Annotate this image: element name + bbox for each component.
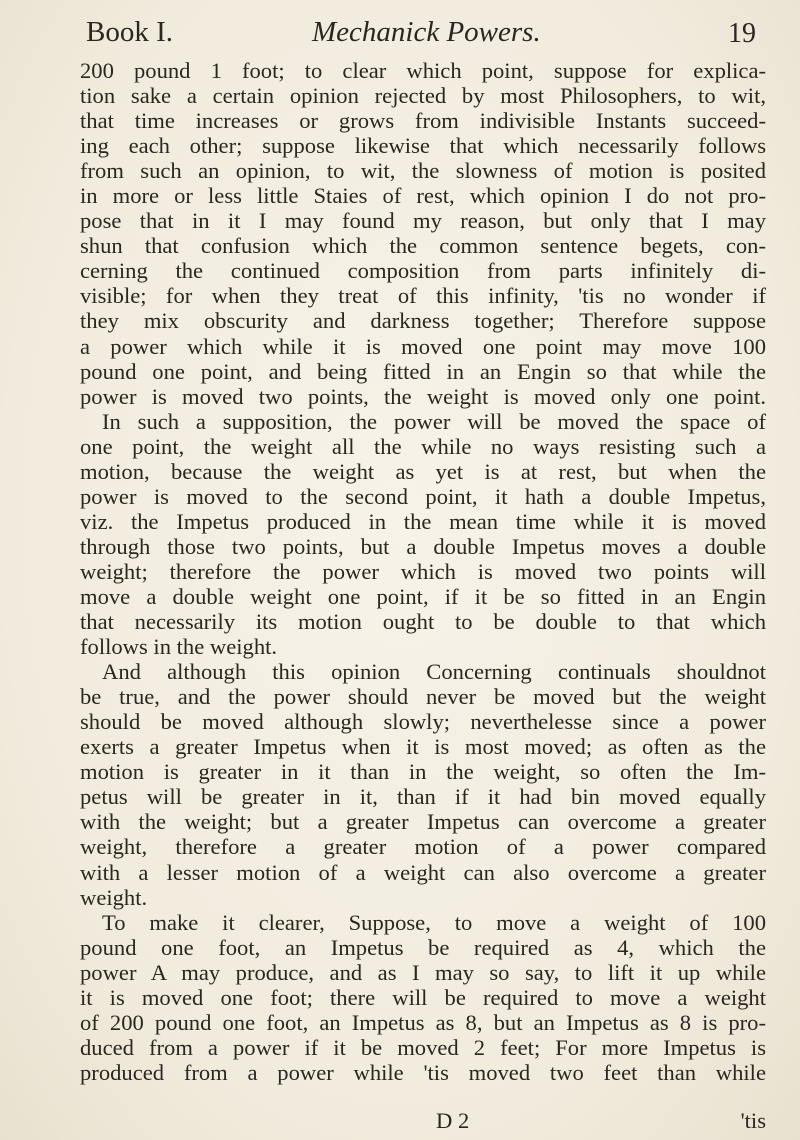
text-line: that necessarily its motion ought to be double to that which — [80, 609, 766, 635]
text-line: And although this opinion Concerning continuals shouldnot — [102, 659, 766, 685]
text-line: move a double weight one point, if it be so fitted in an Engin — [80, 583, 766, 609]
text-line: ing each other; suppose likewise that which necessarily follows — [80, 133, 766, 159]
text-line: viz. the Impetus produced in the mean time while it is moved — [80, 508, 766, 534]
body-text — [80, 58, 766, 1085]
text-line: weight. — [80, 884, 148, 910]
text-line: tion sake a certain opinion rejected by most Philosophers, to wit, — [80, 83, 766, 109]
text-line: a power which while it is moved one point may move 100 — [80, 333, 766, 359]
text-line: shun that confusion which the common sentence begets, con- — [80, 233, 766, 259]
running-title: Mechanick Powers. — [312, 16, 541, 48]
page-footer — [80, 1108, 766, 1134]
text-line: exerts a greater Impetus when it is most moved; as often as the — [80, 734, 766, 760]
text-line: follows in the weight. — [80, 634, 278, 660]
text-line: petus will be greater in it, than if it had bin moved equally — [80, 784, 766, 810]
text-line: duced from a power if it be moved 2 feet; For more Impetus is — [80, 1034, 766, 1060]
text-line: In such a supposition, the power will be moved the space of — [102, 408, 766, 434]
text-line: from such an opinion, to wit, the slowness of motion is posited — [80, 158, 766, 184]
page-number: 19 — [728, 18, 756, 49]
text-line: produced from a power while 'tis moved two feet than while — [80, 1059, 766, 1085]
text-line: pound one point, and being fitted in an Engin so that while the — [80, 358, 766, 384]
text-line: motion is greater in it than in the weight, so often the Im- — [80, 759, 766, 785]
text-line: one point, the weight all the while no ways resisting such a — [80, 433, 766, 459]
text-line: cerning the continued composition from parts infinitely di- — [80, 258, 766, 284]
text-line: in more or less little Staies of rest, which opinion I do not pro- — [80, 183, 766, 209]
text-line: To make it clearer, Suppose, to move a weight of 100 — [102, 909, 766, 935]
text-line: power A may produce, and as I may so say, to lift it up while — [80, 959, 766, 985]
signature-mark: D 2 — [436, 1108, 470, 1133]
text-line: power is moved two points, the weight is moved only one point. — [80, 383, 766, 409]
text-line: pound one foot, an Impetus be required as 4, which the — [80, 934, 766, 960]
book-label: Book I. — [86, 16, 173, 48]
text-line: with a lesser motion of a weight can also overcome a greater — [80, 859, 766, 885]
text-line: pose that in it I may found my reason, but only that I may — [80, 208, 766, 234]
text-line: 200 pound 1 foot; to clear which point, suppose for explica- — [80, 58, 766, 83]
text-line: power is moved to the second point, it hath a double Impetus, — [80, 483, 766, 509]
text-line: weight, therefore a greater motion of a power compared — [80, 834, 766, 860]
text-line: they mix obscurity and darkness together; Therefore suppose — [80, 308, 766, 334]
text-line: motion, because the weight as yet is at rest, but when the — [80, 458, 766, 484]
running-header — [86, 10, 766, 58]
catchword: 'tis — [740, 1108, 766, 1133]
text-line: it is moved one foot; there will be required to move a weight — [80, 984, 766, 1010]
text-line: should be moved although slowly; neverthelesse since a power — [80, 709, 766, 735]
text-line: be true, and the power should never be moved but the weight — [80, 684, 766, 710]
text-line: weight; therefore the power which is moved two points will — [80, 558, 766, 584]
text-line: visible; for when they treat of this infinity, 'tis no wonder if — [80, 283, 766, 309]
text-line: with the weight; but a greater Impetus can overcome a greater — [80, 809, 766, 835]
text-line: of 200 pound one foot, an Impetus as 8, but an Impetus as 8 is pro- — [80, 1009, 766, 1035]
text-line: through those two points, but a double Impetus moves a double — [80, 533, 766, 559]
text-line: that time increases or grows from indivisible Instants succeed- — [80, 108, 766, 134]
